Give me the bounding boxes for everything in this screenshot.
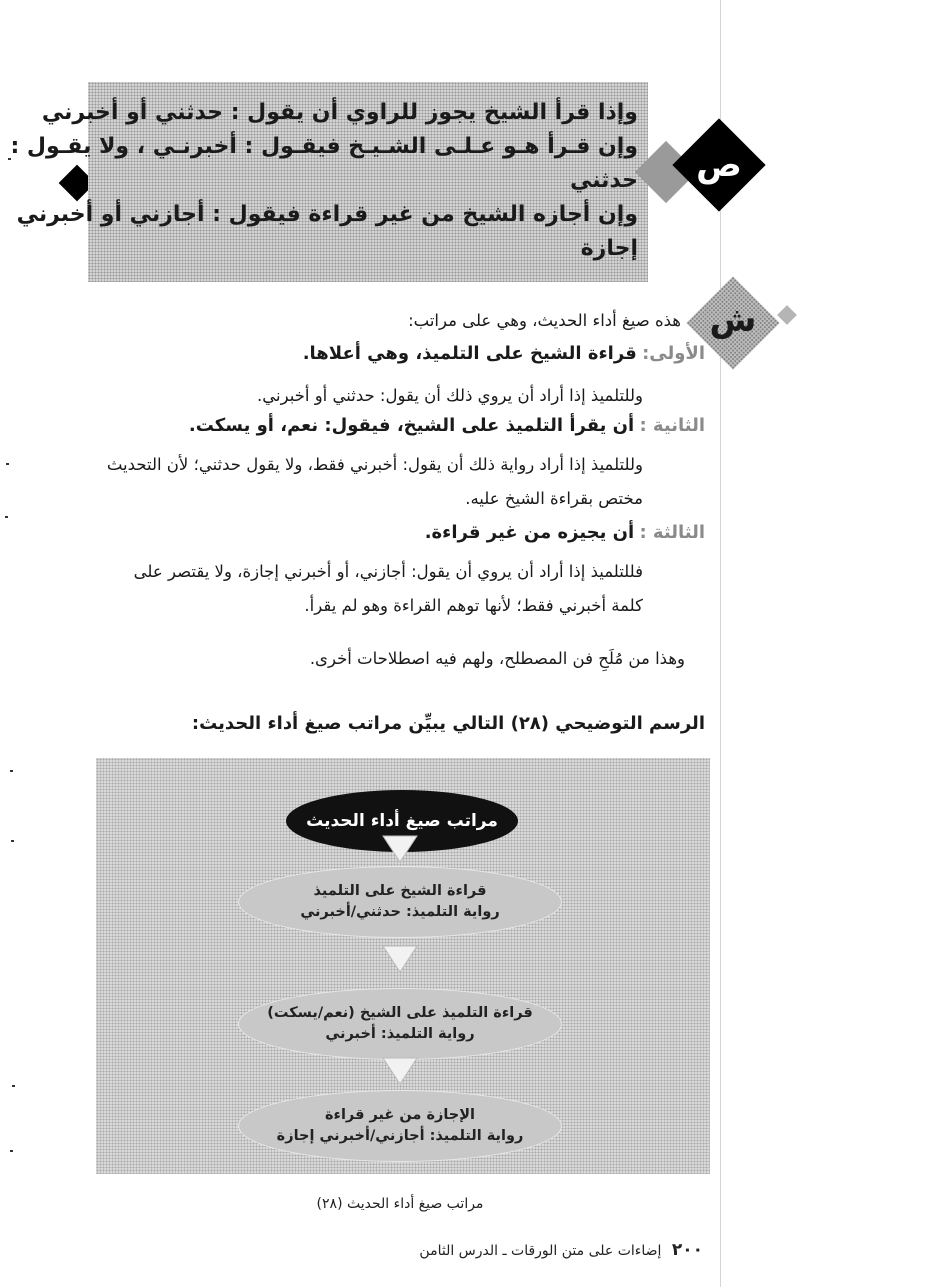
matn-line-4: وإن أجازه الشيخ من غير قراءة فيقول : أجازني أو أخبرني xyxy=(16,202,638,227)
diagram-node-1 xyxy=(238,866,562,938)
matn-line-1: وإذا قرأ الشيخ يجوز للراوي أن يقول : حدثني أو أخبرني xyxy=(41,100,638,125)
level-1-ordinal: الأولى: xyxy=(642,343,705,364)
scan-speck xyxy=(12,1085,15,1087)
matn-badge-letter: ص xyxy=(696,145,742,185)
page-footer xyxy=(419,1240,703,1260)
scan-speck xyxy=(6,463,9,465)
scan-speck xyxy=(5,516,8,518)
diagram-node-2 xyxy=(238,988,562,1060)
node-3-line-2: رواية التلميذ: أجازني/أخبرني إجازة xyxy=(276,1128,524,1144)
matn-line-3: حدثني xyxy=(569,168,638,193)
level-3-ordinal: الثالثة : xyxy=(639,522,705,543)
diagram-node-3 xyxy=(238,1090,562,1162)
scan-speck xyxy=(11,840,14,842)
level-3-heading xyxy=(425,520,705,546)
level-2-heading xyxy=(189,413,705,439)
node-3-line-1: الإجازة من غير قراءة xyxy=(324,1107,476,1123)
node-1-line-2: رواية التلميذ: حدثني/أخبرني xyxy=(300,904,500,920)
matn-line-2: وإن قـرأ هـو عـلـى الشـيـخ فيقـول : أخبرنـي ، ولا يقـول : xyxy=(10,134,638,159)
arrow-down-icon xyxy=(381,1056,419,1086)
matn-line-5: إجازة xyxy=(580,236,638,261)
sharh-intro: هذه صيغ أداء الحديث، وهي على مراتب: xyxy=(408,311,681,330)
node-1-line-1: قراءة الشيخ على التلميذ xyxy=(313,883,487,899)
sharh-badge-small-diamond-icon xyxy=(777,305,797,325)
diagram-title: مراتب صيغ أداء الحديث xyxy=(306,811,498,831)
figure-caption: مراتب صيغ أداء الحديث (٢٨) xyxy=(316,1196,484,1212)
level-2-title: أن يقرأ التلميذ على الشيخ، فيقول: نعم، أو يسكت. xyxy=(188,415,635,436)
level-1-body-line-1: وللتلميذ إذا أراد أن يروي ذلك أن يقول: حدثني أو أخبرني. xyxy=(257,386,643,405)
level-1-title: قراءة الشيخ على التلميذ، وهي أعلاها. xyxy=(302,343,637,364)
page-number: ٢٠٠ xyxy=(671,1240,703,1260)
level-1-heading xyxy=(303,341,705,367)
level-2-body-line-1: وللتلميذ إذا أراد رواية ذلك أن يقول: أخبرني فقط، ولا يقول حدثني؛ لأن التحديث xyxy=(106,455,643,474)
node-2-line-2: رواية التلميذ: أخبرني xyxy=(325,1026,475,1042)
running-title: إضاءات على متن الورقات ـ الدرس الثامن xyxy=(419,1243,662,1259)
scan-speck xyxy=(10,770,13,772)
figure-intro: الرسم التوضيحي (٢٨) التالي يبيِّن مراتب صيغ أداء الحديث: xyxy=(191,713,705,734)
arrow-down-icon xyxy=(381,834,419,864)
arrow-down-icon xyxy=(381,944,419,974)
scan-speck xyxy=(10,1150,13,1152)
closing-note: وهذا من مُلَحِ فن المصطلح، ولهم فيه اصطلاحات أخرى. xyxy=(309,649,685,668)
level-2-body-line-2: مختص بقراءة الشيخ عليه. xyxy=(465,489,643,508)
level-2-ordinal: الثانية : xyxy=(639,415,705,436)
level-3-title: أن يجيزه من غير قراءة. xyxy=(424,522,635,543)
sharh-badge-letter: ش xyxy=(709,300,757,340)
level-3-body-line-2: كلمة أخبرني فقط؛ لأنها توهم القراءة وهو لم يقرأ. xyxy=(304,596,643,615)
level-3-body-line-1: فللتلميذ إذا أراد أن يروي أن يقول: أجازني، أو أخبرني إجازة، ولا يقتصر على xyxy=(133,562,643,581)
matn-box xyxy=(10,82,648,282)
node-2-line-1: قراءة التلميذ على الشيخ (نعم/يسكت) xyxy=(267,1005,533,1021)
